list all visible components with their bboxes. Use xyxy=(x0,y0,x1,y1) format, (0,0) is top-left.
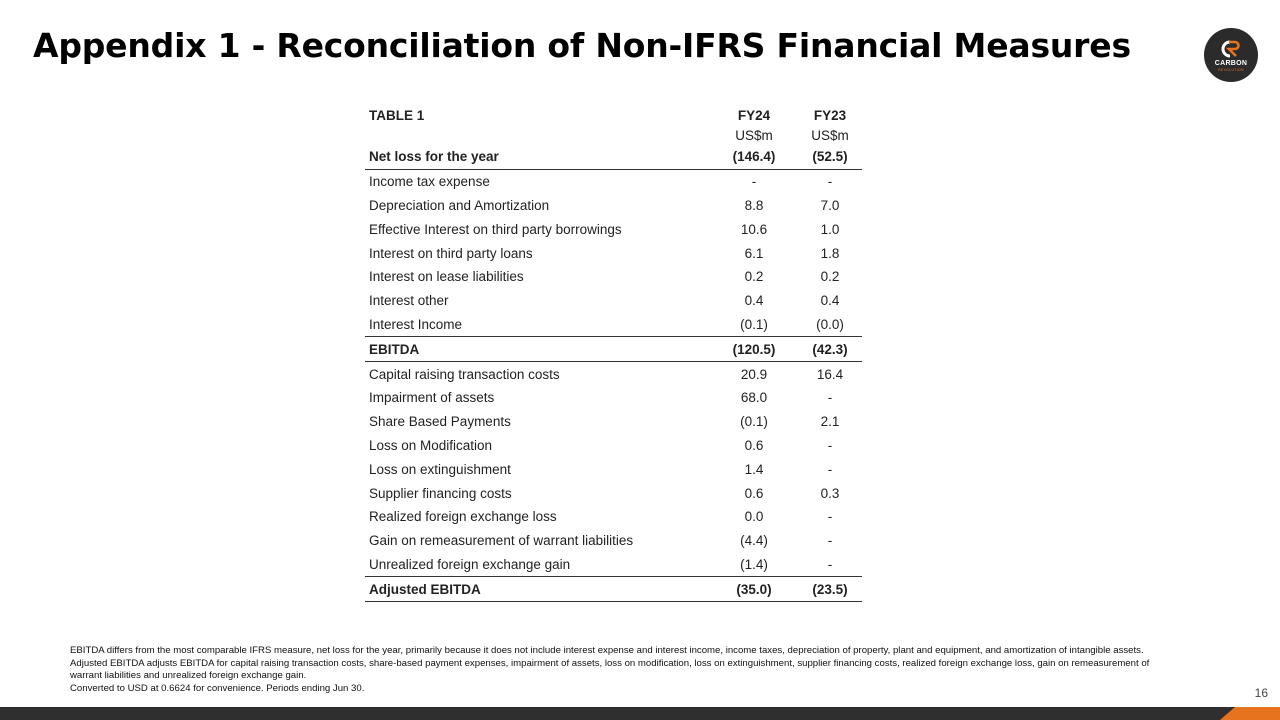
row-label: Interest other xyxy=(369,293,449,309)
table-row xyxy=(365,289,862,313)
fy24-value: 10.6 xyxy=(740,221,768,237)
fy24-value: 0.2 xyxy=(744,269,764,285)
page-number: 16 xyxy=(1254,686,1268,700)
row-label: Adjusted EBITDA xyxy=(369,581,481,597)
table-row xyxy=(365,505,862,529)
fy24-value: 20.9 xyxy=(740,366,768,382)
fy24-value: 0.4 xyxy=(744,293,764,309)
table-row xyxy=(365,194,862,218)
fy23-value: - xyxy=(827,174,833,190)
table-row xyxy=(365,170,862,194)
fy23-value: (52.5) xyxy=(812,149,848,165)
row-label: EBITDA xyxy=(369,341,420,357)
fy23-value: - xyxy=(827,509,833,525)
fy24-value: 8.8 xyxy=(744,197,764,213)
col-fy23-header: FY23 xyxy=(813,107,847,123)
table-row xyxy=(365,457,862,481)
fy24-value: (0.1) xyxy=(740,414,768,430)
table-header-row xyxy=(365,105,862,125)
table-row xyxy=(365,434,862,458)
row-label: Loss on extinguishment xyxy=(369,461,511,477)
table-row xyxy=(365,553,862,577)
logo-sub-text: REVOLUTION xyxy=(1218,67,1244,72)
fy23-value: 1.8 xyxy=(820,245,840,261)
table-row xyxy=(365,265,862,289)
fy23-value: 7.0 xyxy=(820,197,840,213)
logo-brand-text: CARBON xyxy=(1214,59,1248,67)
col-fy24-header: FY24 xyxy=(737,107,771,123)
fy23-value: 0.2 xyxy=(820,269,840,285)
fy24-value: (120.5) xyxy=(732,341,776,357)
row-label: Supplier financing costs xyxy=(369,485,512,501)
table-row xyxy=(365,241,862,265)
row-label: Capital raising transaction costs xyxy=(369,366,560,382)
fy24-value: (35.0) xyxy=(736,581,772,597)
row-label: Interest on third party loans xyxy=(369,245,533,261)
fy23-value: - xyxy=(827,437,833,453)
table-label: TABLE 1 xyxy=(369,107,425,123)
footnote xyxy=(70,645,1150,695)
row-label: Net loss for the year xyxy=(369,149,499,165)
fy24-value: 0.0 xyxy=(744,509,764,525)
table-row xyxy=(365,410,862,434)
fy24-value: 6.1 xyxy=(744,245,764,261)
fy23-value: (0.0) xyxy=(816,316,844,332)
footnote-conversion: Converted to USD at 0.6624 for convenience. Periods ending Jun 30. xyxy=(70,682,365,694)
fy23-value: 1.0 xyxy=(820,221,840,237)
row-label: Share Based Payments xyxy=(369,414,511,430)
row-label: Gain on remeasurement of warrant liabilities xyxy=(369,533,634,549)
fy23-value: (23.5) xyxy=(812,581,848,597)
table-row xyxy=(365,336,862,362)
row-label: Effective Interest on third party borrowings xyxy=(369,221,622,237)
fy23-value: (42.3) xyxy=(812,341,848,357)
table-row xyxy=(365,313,862,337)
row-label: Realized foreign exchange loss xyxy=(369,509,557,525)
table-row xyxy=(365,576,862,602)
page-title: Appendix 1 - Reconciliation of Non-IFRS Financial Measures xyxy=(33,26,1131,65)
row-label: Interest Income xyxy=(369,316,463,332)
fy24-value: - xyxy=(751,174,757,190)
fy24-value: 1.4 xyxy=(744,461,764,477)
row-label: Impairment of assets xyxy=(369,390,495,406)
row-label: Loss on Modification xyxy=(369,437,493,453)
fy23-value: - xyxy=(827,461,833,477)
table-row xyxy=(365,217,862,241)
carbon-cr-logo-icon xyxy=(1220,39,1242,59)
fy24-value: 68.0 xyxy=(740,390,768,406)
table-body xyxy=(365,145,862,602)
table-row xyxy=(365,529,862,553)
fy24-value: (4.4) xyxy=(740,533,768,549)
table-unit-row xyxy=(365,125,862,145)
company-logo xyxy=(1204,28,1258,82)
fy23-value: - xyxy=(827,390,833,406)
fy24-value: (0.1) xyxy=(740,316,768,332)
table-row xyxy=(365,481,862,505)
fy24-value: 0.6 xyxy=(744,437,764,453)
row-label: Unrealized foreign exchange gain xyxy=(369,556,571,572)
fy23-value: 2.1 xyxy=(820,414,840,430)
footer-bar xyxy=(0,707,1280,720)
table-row xyxy=(365,145,862,170)
reconciliation-table xyxy=(365,105,862,602)
table-row xyxy=(365,362,862,386)
row-label: Depreciation and Amortization xyxy=(369,197,550,213)
col-fy24-unit: US$m xyxy=(735,127,773,143)
fy23-value: 16.4 xyxy=(816,366,844,382)
fy23-value: 0.3 xyxy=(820,485,840,501)
footnote-text: EBITDA differs from the most comparable IFRS measure, net loss for the year, primarily because it does not include interest expense and interest income, income taxes, depreciation of property, plant and equipment, and amortization of intangible assets. Adjusted EBITDA adjusts EBITDA for capital raising transaction costs, share-based payment expenses, impairment of assets, loss on modification, loss on extinguishment, supplier financing costs, realized foreign exchange loss, gain on remeasurement of warrant liabilities and unrealized foreign exchange gain. xyxy=(70,645,1150,682)
table-row xyxy=(365,386,862,410)
fy23-value: - xyxy=(827,533,833,549)
fy23-value: - xyxy=(827,556,833,572)
row-label: Income tax expense xyxy=(369,174,490,190)
col-fy23-unit: US$m xyxy=(811,127,849,143)
fy24-value: (146.4) xyxy=(732,149,776,165)
fy24-value: (1.4) xyxy=(740,556,768,572)
fy23-value: 0.4 xyxy=(820,293,840,309)
fy24-value: 0.6 xyxy=(744,485,764,501)
row-label: Interest on lease liabilities xyxy=(369,269,524,285)
